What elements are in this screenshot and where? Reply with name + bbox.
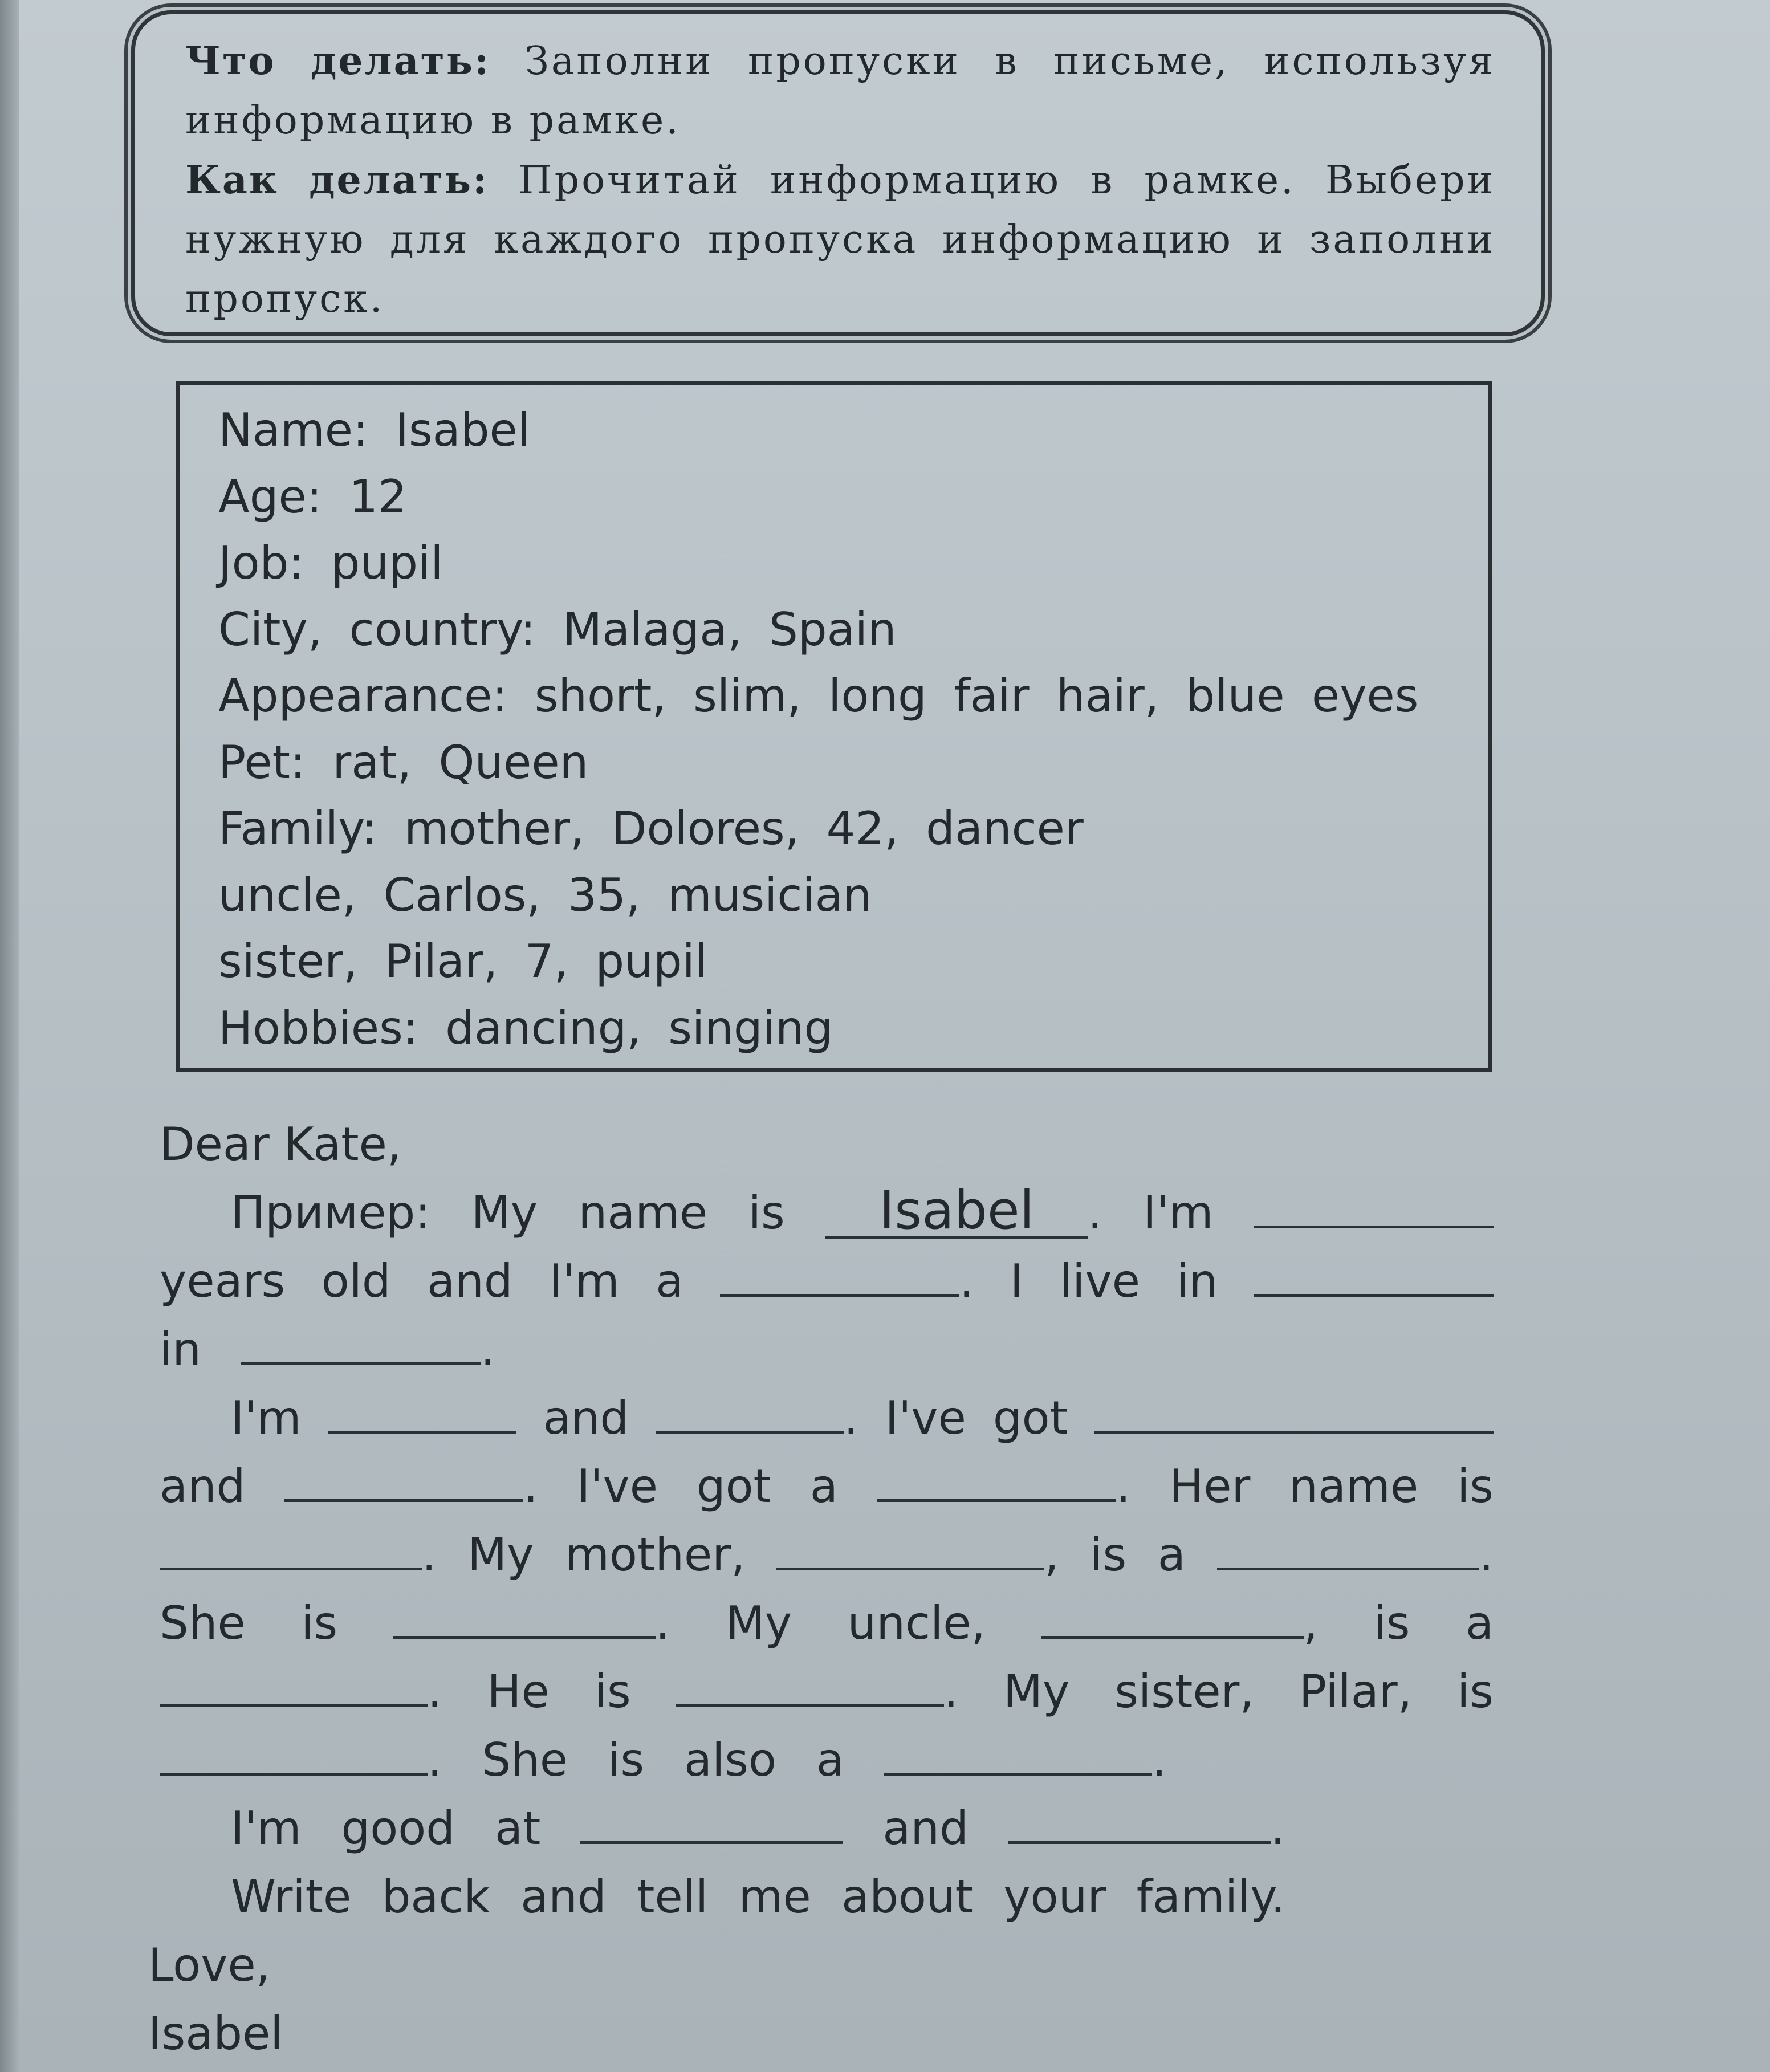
word: is xyxy=(1373,1597,1410,1650)
word: is xyxy=(594,1665,631,1718)
blank-group xyxy=(1041,1589,1318,1658)
blank-appearance-1[interactable] xyxy=(328,1391,516,1434)
blank-group xyxy=(1217,1521,1494,1589)
blank-appearance-2[interactable] xyxy=(656,1391,844,1434)
what-text: Заполни пропуски в письме, используя информацию в рамке. xyxy=(185,39,1495,143)
info-box xyxy=(176,381,1492,1072)
blank-group xyxy=(884,1726,1166,1794)
word: My xyxy=(467,1528,534,1581)
blank-group xyxy=(284,1452,538,1521)
signature: Isabel xyxy=(148,2007,283,2060)
info-pet: Pet: rat, Queen xyxy=(218,735,589,789)
punct: . xyxy=(959,1255,974,1308)
info-age: Age: 12 xyxy=(218,470,407,523)
word: years xyxy=(160,1255,286,1308)
info-family-uncle: uncle, Carlos, 35, musician xyxy=(218,868,872,922)
word: a xyxy=(656,1255,684,1308)
word: got xyxy=(696,1460,771,1513)
word: a xyxy=(816,1733,844,1786)
blank-group xyxy=(676,1658,958,1726)
letter-greeting-line xyxy=(160,1110,1494,1179)
greeting: Dear Kate, xyxy=(160,1118,402,1171)
word: is xyxy=(1457,1665,1494,1718)
closing-line: Write back and tell me about your family. xyxy=(231,1870,1285,1923)
punct: . xyxy=(428,1665,442,1718)
how-label: Как делать: xyxy=(185,157,489,203)
word: and xyxy=(427,1255,513,1308)
info-hobbies: Hobbies: dancing, singing xyxy=(218,1001,833,1055)
punct: . xyxy=(1088,1186,1102,1239)
punct: . xyxy=(480,1323,495,1376)
word: My xyxy=(471,1186,538,1239)
letter-line xyxy=(160,1452,1494,1521)
info-family-sister: sister, Pilar, 7, pupil xyxy=(218,935,708,988)
word: I xyxy=(1010,1255,1024,1308)
blank-pet[interactable] xyxy=(877,1459,1116,1502)
blank-uncle-age[interactable] xyxy=(676,1664,944,1707)
word: in xyxy=(160,1323,201,1376)
info-job: Job: pupil xyxy=(218,536,443,589)
blank-group xyxy=(1008,1794,1285,1863)
word: mother, xyxy=(565,1528,746,1581)
word: He xyxy=(487,1665,550,1718)
word: She xyxy=(160,1597,246,1650)
word: is xyxy=(608,1733,645,1786)
example-answer: Isabel xyxy=(825,1185,1088,1239)
blank-group xyxy=(776,1521,1059,1589)
word: sister, xyxy=(1114,1665,1254,1718)
blank-mother-name[interactable] xyxy=(776,1528,1044,1570)
blank-city[interactable] xyxy=(1254,1254,1494,1297)
word: is xyxy=(1090,1528,1127,1581)
blank-hobby-1[interactable] xyxy=(580,1801,843,1844)
punct: . xyxy=(1479,1528,1494,1581)
word: name xyxy=(578,1186,708,1239)
punct: . xyxy=(523,1460,538,1513)
punct: . xyxy=(1116,1460,1131,1513)
letter-line xyxy=(160,1384,1494,1452)
word: at xyxy=(494,1802,541,1855)
punct: , xyxy=(1303,1597,1318,1650)
word: live xyxy=(1059,1255,1140,1308)
blank-sister-job[interactable] xyxy=(884,1733,1152,1776)
what-label: Что делать: xyxy=(185,38,491,84)
sign-off: Love, xyxy=(148,1939,271,1992)
blank-group xyxy=(160,1521,436,1589)
word: old xyxy=(321,1255,391,1308)
info-city-country: City, country: Malaga, Spain xyxy=(218,603,897,656)
punct: . xyxy=(1151,1733,1167,1786)
punct: . xyxy=(943,1665,959,1718)
page-edge xyxy=(0,0,19,2072)
info-name: Name: Isabel xyxy=(218,404,530,457)
blank-hobby-2[interactable] xyxy=(1008,1801,1271,1844)
word: I've xyxy=(885,1391,966,1444)
blank-job[interactable] xyxy=(720,1254,959,1297)
how-text: Прочитай информацию в рамке. Выбери нужную для каждого пропуска информацию и заполни пропуск. xyxy=(185,158,1495,321)
blank-country[interactable] xyxy=(241,1322,481,1365)
word: Her xyxy=(1169,1460,1251,1513)
word: name xyxy=(1289,1460,1419,1513)
word: I'm xyxy=(231,1802,302,1855)
word: I've xyxy=(576,1460,658,1513)
word: got xyxy=(992,1391,1068,1444)
what-to-do xyxy=(185,31,1495,150)
word: I'm xyxy=(549,1255,620,1308)
punct: . xyxy=(428,1733,442,1786)
word: is xyxy=(301,1597,338,1650)
punct: , xyxy=(1044,1528,1059,1581)
word: I'm xyxy=(1143,1186,1214,1239)
word: My xyxy=(725,1597,792,1650)
letter-line xyxy=(160,1794,1494,1863)
word: in xyxy=(1176,1255,1218,1308)
punct: . xyxy=(422,1528,437,1581)
info-family-mother: Family: mother, Dolores, 42, dancer xyxy=(218,802,1084,855)
word: uncle, xyxy=(847,1597,986,1650)
blank-group xyxy=(720,1247,974,1316)
blank-appearance-3[interactable] xyxy=(1094,1391,1494,1434)
punct: . xyxy=(844,1391,858,1444)
word: She xyxy=(482,1733,568,1786)
example-answer-group xyxy=(825,1179,1102,1247)
letter-line xyxy=(160,1316,1494,1384)
blank-uncle-name[interactable] xyxy=(1041,1596,1304,1639)
blank-group xyxy=(160,1658,442,1726)
instructions-box xyxy=(131,10,1545,336)
letter-line xyxy=(160,1179,1494,1247)
word: My xyxy=(1003,1665,1070,1718)
blank-sister-age[interactable] xyxy=(160,1733,428,1776)
how-to-do xyxy=(185,150,1495,329)
word: I'm xyxy=(231,1391,302,1444)
blank-mother-age[interactable] xyxy=(393,1596,656,1639)
punct: . xyxy=(655,1597,670,1650)
signature-line xyxy=(148,2000,1494,2068)
word: is xyxy=(1457,1460,1494,1513)
letter xyxy=(148,1110,1494,2068)
word: a xyxy=(1465,1597,1494,1650)
sign-off-line xyxy=(148,1931,1494,2000)
letter-line xyxy=(160,1589,1494,1658)
blank-group xyxy=(877,1452,1130,1521)
letter-line xyxy=(160,1247,1494,1316)
info-appearance: Appearance: short, slim, long fair hair, blue eyes xyxy=(218,669,1419,722)
blank-appearance-4[interactable] xyxy=(284,1459,523,1502)
blank-group xyxy=(160,1726,442,1794)
word: is xyxy=(748,1186,785,1239)
word: a xyxy=(1157,1528,1186,1581)
word: good xyxy=(341,1802,455,1855)
blank-uncle-job[interactable] xyxy=(160,1664,428,1707)
word: and xyxy=(543,1391,629,1444)
blank-group xyxy=(656,1384,858,1452)
word: also xyxy=(684,1733,776,1786)
letter-line xyxy=(160,1658,1494,1726)
blank-mother-job[interactable] xyxy=(1217,1528,1479,1570)
punct: . xyxy=(1270,1802,1285,1855)
word: a xyxy=(809,1460,838,1513)
word: and xyxy=(160,1460,246,1513)
blank-pet-name[interactable] xyxy=(160,1528,422,1570)
blank-group xyxy=(241,1316,495,1384)
blank-group xyxy=(393,1589,670,1658)
example-label: Пример: xyxy=(231,1186,431,1239)
letter-line xyxy=(160,1726,1494,1794)
word: and xyxy=(882,1802,969,1855)
letter-line xyxy=(160,1863,1494,1931)
word: Pilar, xyxy=(1299,1665,1413,1718)
letter-line xyxy=(160,1521,1494,1589)
blank-age[interactable] xyxy=(1254,1186,1494,1228)
